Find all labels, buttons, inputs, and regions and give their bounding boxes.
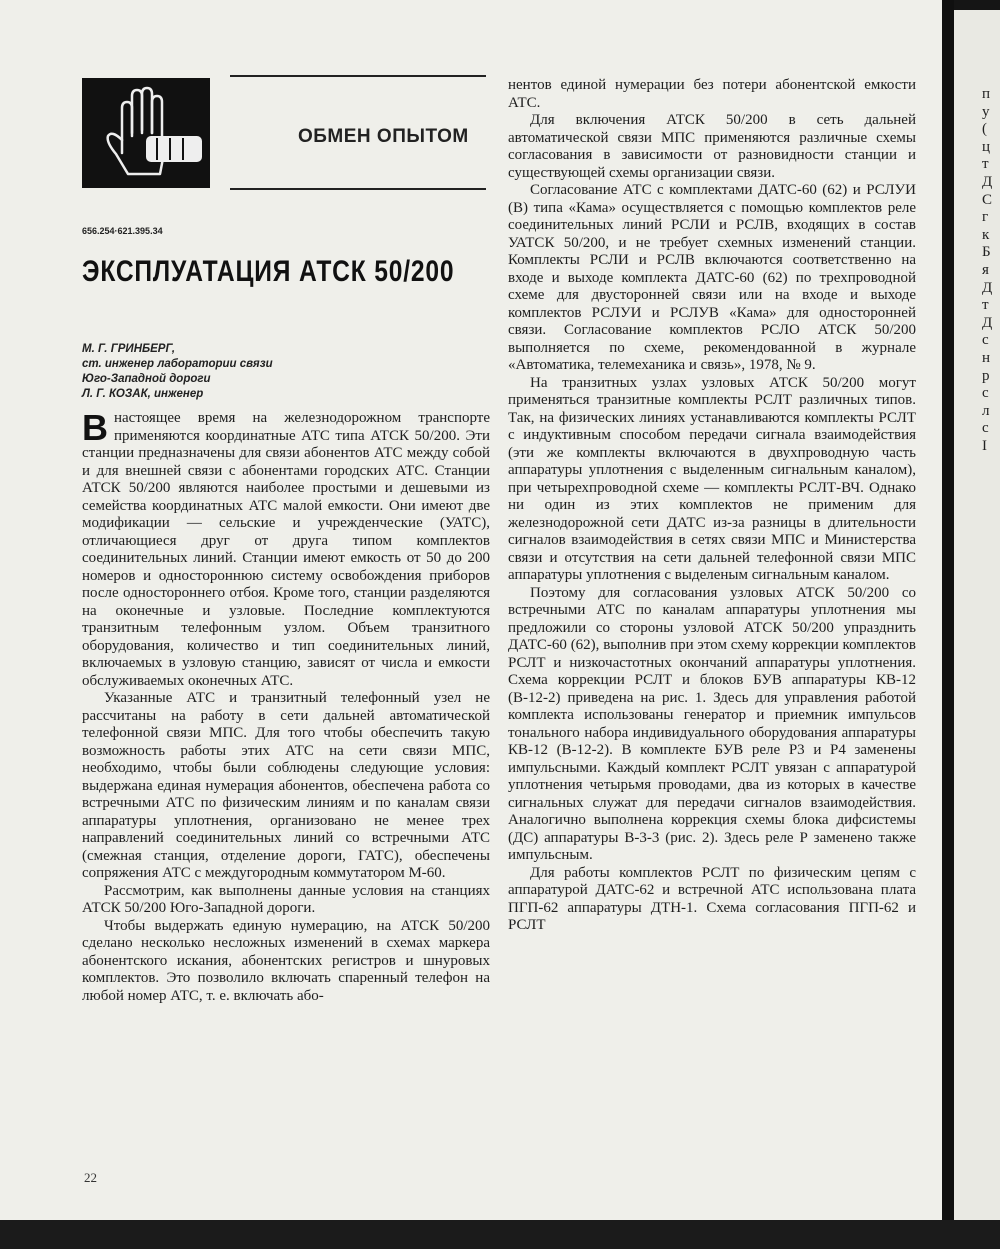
left-column [82, 407, 490, 1005]
paragraph: Рассмотрим, как выполнены данные условия на станциях АТСК 50/200 Юго-Западной дороги. [82, 882, 490, 916]
paragraph [82, 407, 490, 690]
paragraph: Для включения АТСК 50/200 в сеть дальней автоматической связи МПС применяются различные схемы согласования в зависимости от разновидности станции и существующей схемы организации связи. [508, 112, 916, 181]
next-page-fragment: ( [982, 121, 987, 138]
paragraph: Для работы комплектов РСЛТ по физическим цепям с аппаратурой ДАТС-62 и встречной АТС использована плата ПГП-62 аппаратуры ДТН-1. Схема согласования ПГП-62 и РСЛТ [508, 864, 916, 933]
next-page-fragment: т [982, 297, 989, 314]
next-page-fragment: Д [982, 173, 993, 190]
paragraph: Поэтому для согласования узловых АТСК 50/200 со встречными АТС по каналам аппаратуры уплотнения мы предложили со стороны узловой АТСК 50/200 упразднить ДАТС-60 (62), выполнив при этом схему коррекции комплектов РСЛТ и низкочастотных окончаний аппаратуры уплотнения. Схема коррекции РСЛТ и блоков БУВ аппаратуры КВ-12 (В-12-2) приведена на рис. 1. Здесь для управления работой комплекта использованы генератор и приемник импульсов тонального набора индивидуального оборудования аппаратуры КВ-12 (В-12-2). В комплекте БУВ реле Р3 и Р4 заменены импульсными. Каждый комплект РСЛТ увязан с аппаратурой уплотнения четырьмя проводами, два из которых в качестве сигнальных служат для передачи сигналов взаимодействия. Аналогично выполнена коррекция схемы блока дифсистемы (ДС) аппаратуры В-3-3 (рис. 2). Здесь реле Р заменено также импульсным. [508, 584, 916, 863]
author-line: ст. инженер лаборатории связи [82, 358, 273, 370]
header-rule-top [230, 75, 486, 77]
author-line: Л. Г. КОЗАК, инженер [82, 388, 204, 400]
page-number: 22 [84, 1170, 97, 1185]
article-authors [82, 342, 382, 402]
next-page-fragment: т [982, 156, 989, 173]
paragraph-text: настоящее время на железнодорожном транспорте применяются координатные АТС типа АТСК 50/200. Эти станции предназначены для связи абонентов АТС между собой и для внешней связи с абонентами городских АТС. Станции АТСК 50/200 являются наиболее простыми и дешевыми из семейства координатных АТС малой емкости. Они имеют две модификации — сельские и учрежденческие (УАТС), отличающиеся друг от друга типом комплектов соединительных линий. Станции имеют емкость от 50 до 200 номеров и одностороннюю систему освобождения приборов после одностороннего отбоя. Кроме того, станции разделяются на оконечные и узловые. Последние комплектуются транзитным телефонным узлом. Объем транзитного оборудования, количество и тип соединительных линий, включаемых в узловую станцию, зависят от числа и емкости обслуживаемых оконечных АТС. [82, 410, 490, 689]
book-spine [942, 0, 954, 1249]
next-page-fragment: к [982, 226, 990, 243]
next-page-fragment: я [982, 261, 989, 278]
header-rule-bottom [230, 188, 486, 190]
next-page-fragment: с [982, 420, 989, 437]
next-page-fragment: г [982, 209, 989, 226]
paragraph: Чтобы выдержать единую нумерацию, на АТСК 50/200 сделано несколько несложных изменений в схемах маркера абонентского искания, абонентских регистров и шнуровых комплектов. Это позволило включать спаренный телефон на любой номер АТС, т. е. включать або- [82, 917, 490, 1004]
paragraph: Согласование АТС с комплектами ДАТС-60 (62) и РСЛУИ (В) типа «Кама» осуществляется с помощью комплектов реле соединительных линий РСЛИ и РСЛВ, входящих в состав УАТСК 50/200, и не требует схемных изменений станции. Комплекты РСЛИ и РСЛВ включаются соответственно на входе и выходе комплекта ДАТС-60 (62) по трехпроводной схеме для двусторонней связи или на входе и выходе комплектов РСЛУИ и РСЛУВ «Кама» для односторонней связи. Согласование комплектов РСЛО АТСК 50/200 выполняется по схеме, рекомендованной в журнале «Автоматика, телемеханика и связь», 1978, № 9. [508, 182, 916, 373]
next-page-fragment: I [982, 437, 987, 454]
paragraph: нентов единой нумерации без потери абонентской емкости АТС. [508, 77, 916, 111]
paragraph: На транзитных узлах узловых АТСК 50/200 могут применяться транзитные комплекты РСЛТ различных типов. Так, на физических линиях устанавливаются комплекты РСЛТ с индуктивным способом передачи сигнала взаимодействия (эти же комплекты включаются в двухпроводную часть аппаратуры уплотнения с выделенным сигнальным каналом), при четырехпроводной схеме — комплекты РСЛТ-ВЧ. Однако ни один из этих комплектов не применим для железнодорожной сети ДАТС из-за разницы в длительности сигналов взаимодействия в сетях связи МПС и Министерства связи и отсутствия на сети дальней телефонной связи МПС аппаратуры уплотнения с выделеным сигнальным каналом. [508, 374, 916, 583]
hand-logo-icon [82, 78, 210, 188]
author-line: Юго-Западной дороги [82, 373, 211, 385]
next-page-fragment: р [982, 367, 990, 384]
next-page-edge [954, 10, 1000, 1222]
next-page-fragment: с [982, 385, 989, 402]
drop-cap: В [82, 407, 108, 448]
next-page-fragment: Б [982, 244, 991, 261]
next-page-fragment: л [982, 402, 990, 419]
paragraph: Указанные АТС и транзитный телефонный узел не рассчитаны на работу в сети дальней автоматической телефонной связи МПС. Для того чтобы обеспечить такую возможность работы этих АТС на сети связи МПС, необходимо, чтобы были соблюдены следующие условия: выдержана единая нумерация абонентов, обеспечена работа со встречными АТС по физическим линиям и по каналам связи аппаратуры уплотнения, организовано не менее трех направлений соединительных линий со встречными АТС (смежная станция, отделение дороги, ГАТС), обеспечены сопряжения АТС с междугородным коммутатором М-60. [82, 690, 490, 881]
next-page-fragment: у [982, 103, 990, 120]
next-page-fragment: с [982, 332, 989, 349]
udc-code: 656.254·621.395.34 [82, 226, 163, 236]
next-page-fragment: п [982, 86, 991, 102]
author-line: М. Г. ГРИНБЕРГ, [82, 343, 176, 355]
next-page-fragment: Д [982, 314, 993, 331]
section-title: ОБМЕН ОПЫТОМ [298, 126, 469, 147]
next-page-fragment: Д [982, 279, 993, 296]
next-page-fragment: С [982, 191, 993, 208]
next-page-fragment: ц [982, 138, 991, 155]
article-title: ЭКСПЛУАТАЦИЯ АТСК 50/200 [82, 255, 455, 288]
right-column [508, 77, 916, 935]
scan-bottom-border [0, 1220, 1000, 1249]
next-page-fragment: н [982, 349, 991, 366]
